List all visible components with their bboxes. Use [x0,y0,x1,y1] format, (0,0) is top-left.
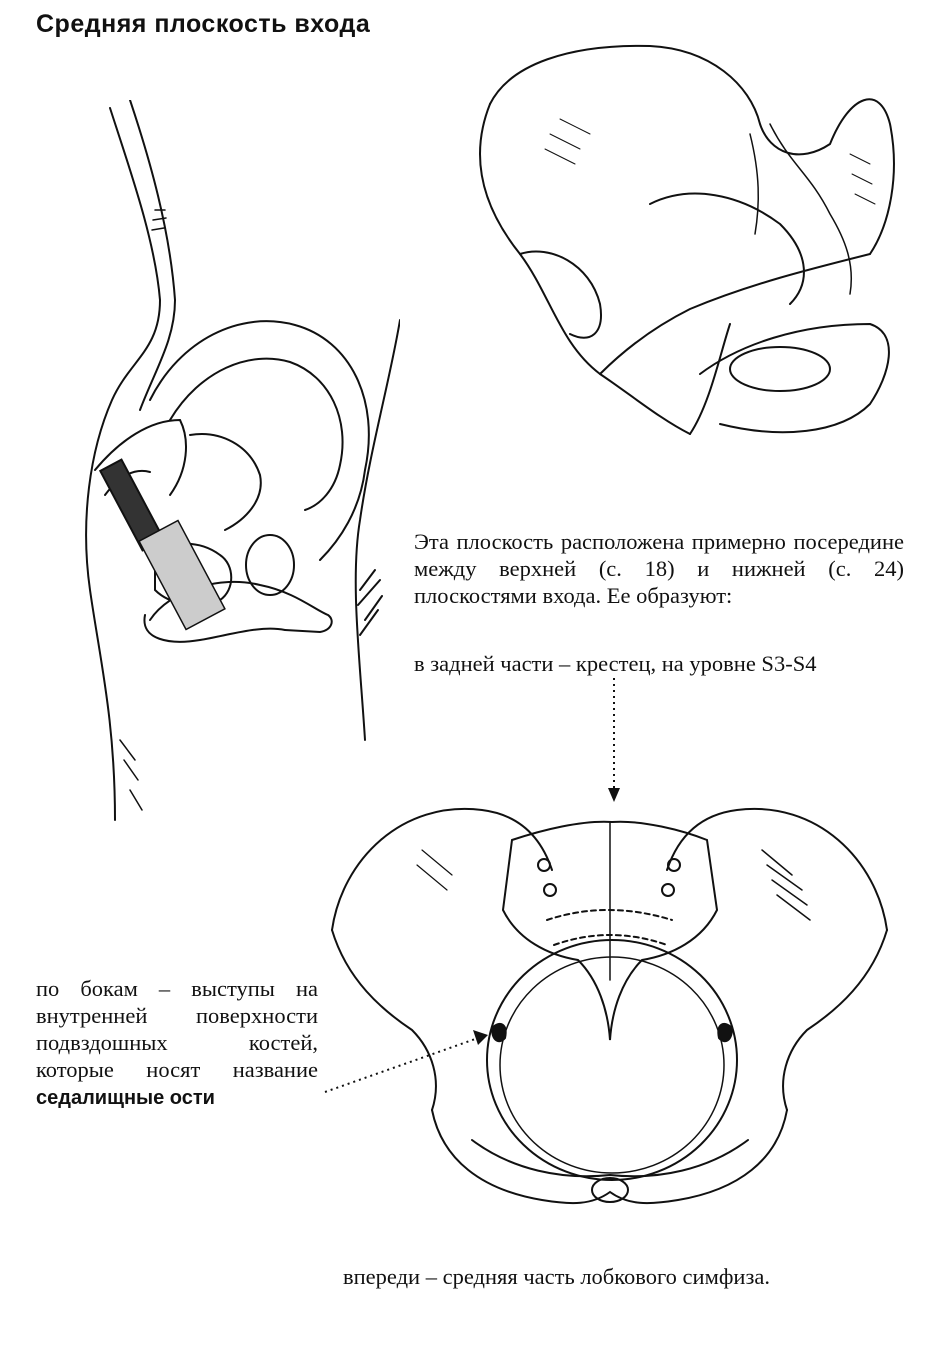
lateral-pelvis-illustration [60,100,400,840]
lateral-boundary-text: по бокам – выступы на внутренней поверхности подвздошных костей, которые носят название [36,976,318,1082]
lateral-boundary-label [36,975,318,1112]
oblique-pelvis-illustration [450,24,920,444]
ischial-spines-term: седалищные ости [36,1087,215,1109]
page-title: Средняя плоскость входа [36,10,371,38]
posterior-boundary-label: в задней части – крестец, на уровне S3-S4 [414,651,817,676]
anterior-boundary-label: впереди – средняя часть лобкового симфиза. [343,1264,770,1289]
intro-paragraph: Эта плоскость расположена примерно посередине между верхней (с. 18) и нижней (с. 24) плоскостями входа. Ее образуют: [414,529,904,608]
frontal-pelvis-illustration [322,780,897,1230]
